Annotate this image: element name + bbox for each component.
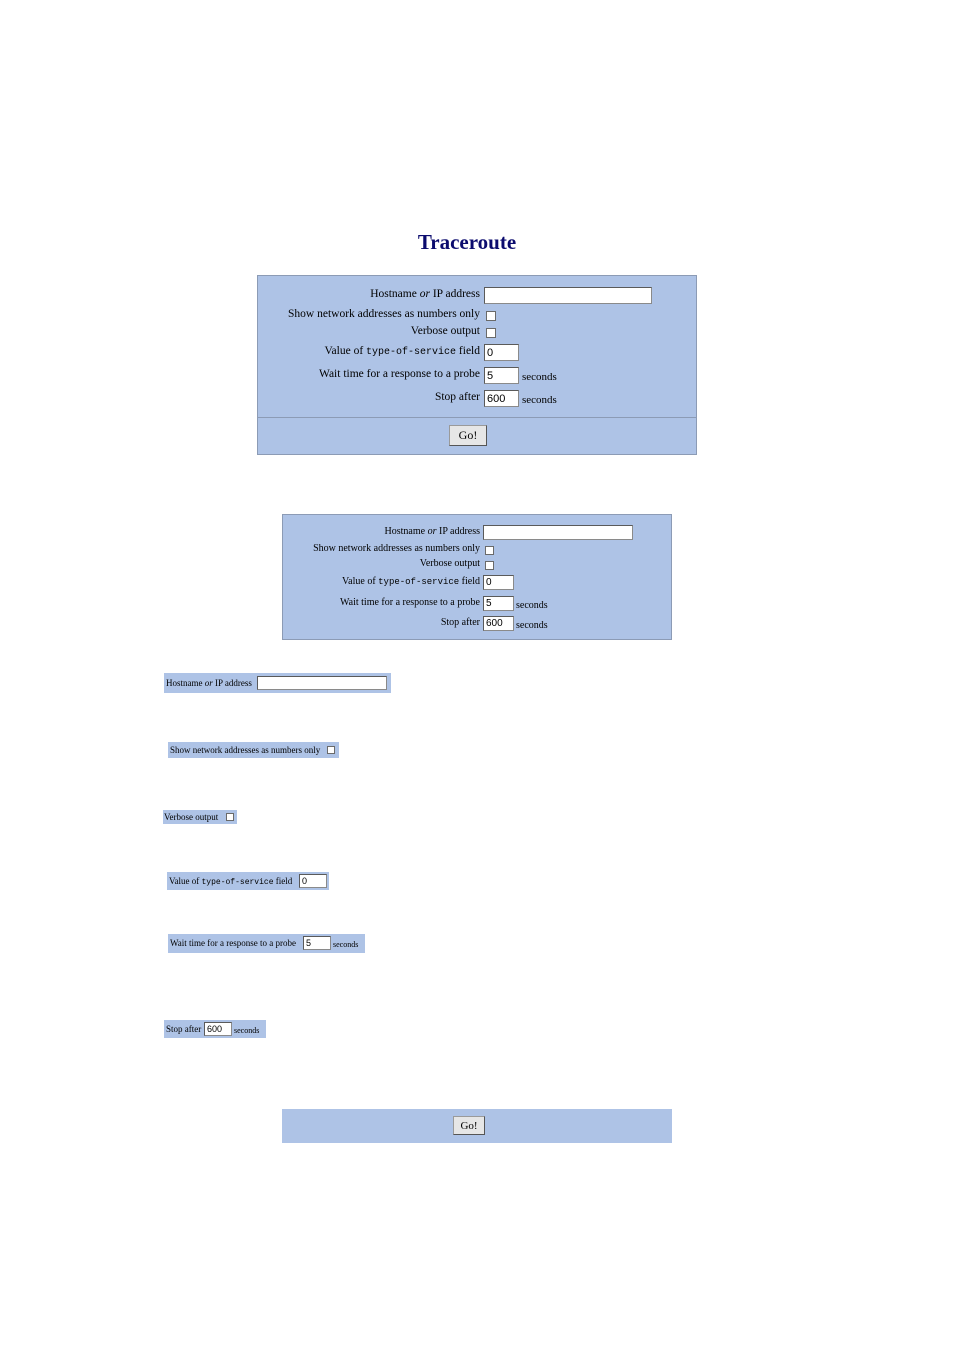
- wait-input[interactable]: [303, 936, 331, 950]
- verbose-label: Verbose output: [410, 325, 480, 337]
- verbose-label: Verbose output: [419, 558, 480, 569]
- numeric-checkbox[interactable]: [486, 311, 496, 321]
- wait-input[interactable]: [484, 367, 519, 384]
- numeric-checkbox[interactable]: [485, 546, 494, 555]
- tos-label: Value of type-of-service field: [324, 345, 480, 358]
- wait-seconds-unit: seconds: [516, 600, 548, 611]
- wait-label: Wait time for a response to a probe: [340, 597, 480, 608]
- tos-input[interactable]: [299, 874, 327, 888]
- wait-seconds-unit: seconds: [522, 371, 557, 383]
- tos-input[interactable]: [483, 575, 514, 590]
- stop-label: Stop after: [434, 391, 480, 403]
- verbose-checkbox[interactable]: [226, 813, 234, 821]
- stop-label: Stop after: [440, 617, 480, 628]
- tos-input[interactable]: [484, 344, 519, 361]
- wait-piece: [168, 934, 365, 953]
- stop-input[interactable]: [483, 616, 514, 631]
- tos-label: Value of type-of-service field: [169, 876, 293, 887]
- panel-separator: [258, 417, 696, 418]
- hostname-label: Hostname or IP address: [384, 526, 480, 537]
- verbose-label: Verbose output: [164, 812, 219, 822]
- hostname-input[interactable]: [483, 525, 633, 540]
- wait-label: Wait time for a response to a probe: [319, 368, 480, 380]
- traceroute-form-full: [257, 275, 697, 455]
- traceroute-options-panel: [282, 514, 672, 640]
- tos-piece: [167, 872, 329, 890]
- numeric-checkbox[interactable]: [327, 746, 335, 754]
- wait-input[interactable]: [483, 596, 514, 611]
- hostname-input[interactable]: [484, 287, 652, 304]
- verbose-checkbox[interactable]: [486, 328, 496, 338]
- hostname-piece: [164, 673, 391, 693]
- verbose-piece: [163, 810, 237, 824]
- wait-seconds-unit: seconds: [333, 940, 359, 949]
- numeric-label: Show network addresses as numbers only: [288, 308, 480, 320]
- stop-input[interactable]: [484, 390, 519, 407]
- hostname-input[interactable]: [257, 676, 387, 690]
- numeric-label: Show network addresses as numbers only: [313, 543, 480, 554]
- hostname-label: Hostname or IP address: [370, 288, 480, 300]
- go-button[interactable]: Go!: [453, 1116, 485, 1135]
- stop-piece: [164, 1020, 266, 1038]
- stop-seconds-unit: seconds: [234, 1026, 260, 1035]
- stop-seconds-unit: seconds: [522, 394, 557, 406]
- wait-label: Wait time for a response to a probe: [170, 938, 296, 948]
- numeric-label: Show network addresses as numbers only: [170, 745, 321, 755]
- page-title: Traceroute: [417, 230, 517, 254]
- verbose-checkbox[interactable]: [485, 561, 494, 570]
- numeric-piece: [168, 742, 339, 758]
- go-button[interactable]: Go!: [449, 425, 487, 446]
- hostname-label: Hostname or IP address: [166, 678, 252, 688]
- go-button-bar: [282, 1109, 672, 1143]
- tos-label: Value of type-of-service field: [342, 576, 480, 587]
- stop-seconds-unit: seconds: [516, 620, 548, 631]
- stop-input[interactable]: [204, 1022, 232, 1036]
- stop-label: Stop after: [166, 1024, 202, 1034]
